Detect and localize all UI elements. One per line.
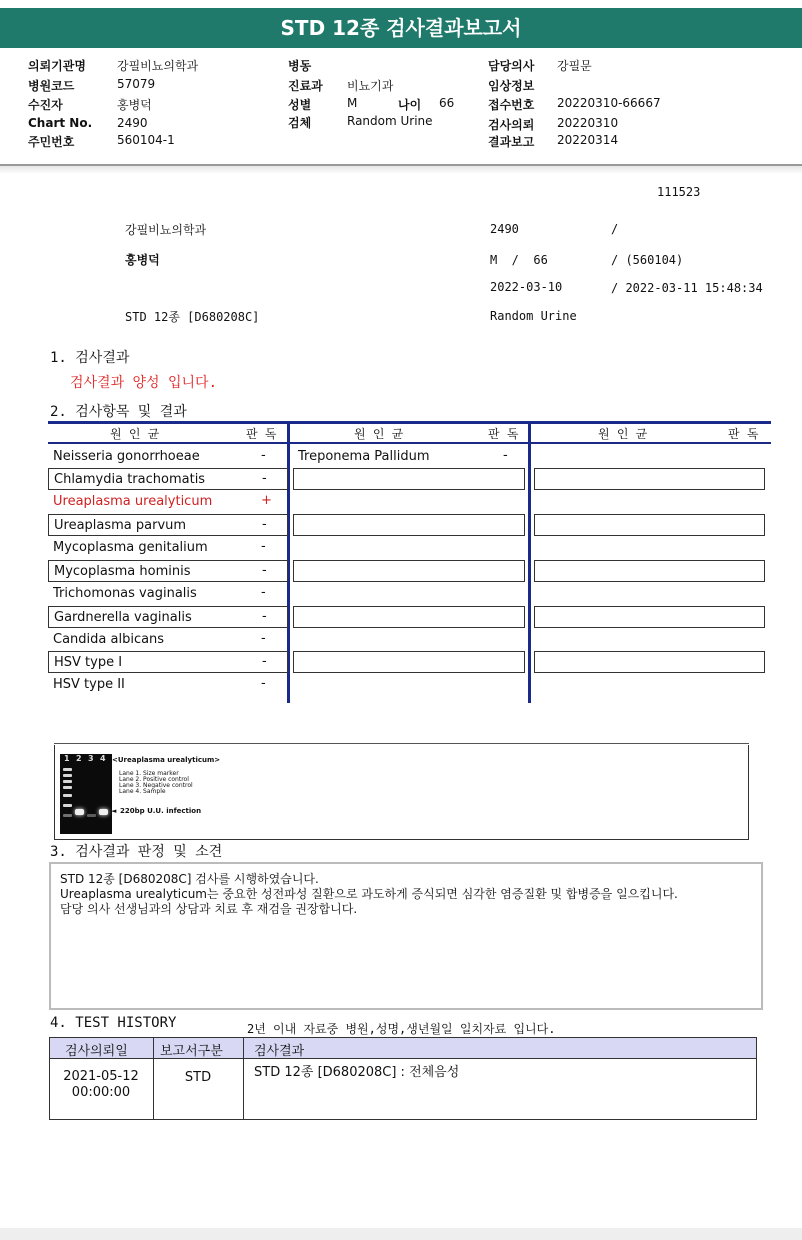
empty-cell xyxy=(293,560,525,582)
opinion-box xyxy=(49,862,763,1010)
results-table xyxy=(48,421,771,703)
empty-cell xyxy=(293,468,525,490)
code-label: 병원코드 xyxy=(28,79,75,93)
age-value: 66 xyxy=(439,96,455,110)
summary-slash: / xyxy=(611,222,619,236)
summary-sex-age: M / 66 xyxy=(490,253,548,267)
table-header-rule xyxy=(48,442,771,444)
col-result-header: 판 독 xyxy=(728,427,759,441)
table-row xyxy=(48,537,288,559)
report-title: STD 12종 검사결과보고서 xyxy=(0,8,802,48)
table-row xyxy=(293,446,523,468)
table-row-positive xyxy=(48,491,288,513)
history-header-row xyxy=(49,1037,757,1059)
lane-number: 1 xyxy=(64,754,70,763)
report-header xyxy=(0,56,802,166)
opinion-line: STD 12종 [D680208C] 검사를 시행하였습니다. xyxy=(60,872,319,886)
clinical-label: 임상정보 xyxy=(488,79,535,93)
faint-band xyxy=(87,814,96,817)
ward-label: 병동 xyxy=(288,59,312,73)
doctor-label: 담당의사 xyxy=(488,59,535,73)
empty-cell xyxy=(293,606,525,628)
table-top-rule xyxy=(48,421,771,424)
dept-value: 비뇨기과 xyxy=(347,79,394,93)
history-column-divider xyxy=(243,1037,244,1120)
specimen-label: 검체 xyxy=(288,116,312,130)
lane-number: 4 xyxy=(100,754,106,763)
table-row xyxy=(48,651,288,673)
gel-top-rule xyxy=(54,743,749,744)
summary-receipt-date: 2022-03-10 xyxy=(490,280,563,294)
chart-label: Chart No. xyxy=(28,116,93,130)
footer-bar xyxy=(0,1228,802,1240)
table-row xyxy=(48,674,288,696)
gel-legend-item: Lane 4. Sample xyxy=(119,788,166,795)
gel-legend-item: Lane 2. Positive control xyxy=(119,776,189,783)
section2-title: 2. 검사항목 및 결과 xyxy=(50,404,187,420)
opinion-line: 담당 의사 선생님과의 상담과 치료 후 재검을 권장합니다. xyxy=(60,902,358,916)
empty-cell xyxy=(293,651,525,673)
organism-name: Treponema Pallidum xyxy=(298,449,430,464)
ladder-band xyxy=(63,768,72,771)
ladder-band xyxy=(63,794,72,797)
history-type: STD xyxy=(184,1070,212,1085)
table-row xyxy=(48,629,288,651)
organism-name: HSV type II xyxy=(53,677,125,692)
table-row xyxy=(48,446,288,468)
organism-name: Ureaplasma parvum xyxy=(54,518,187,533)
organism-result: - xyxy=(262,471,267,486)
organism-name: Chlamydia trachomatis xyxy=(54,472,206,487)
request-label: 검사의뢰 xyxy=(488,118,535,132)
header-shadow xyxy=(0,166,802,174)
report-number: 111523 xyxy=(657,185,701,199)
empty-cell xyxy=(534,468,765,490)
dept-label: 진료과 xyxy=(288,79,323,93)
ladder-band xyxy=(63,804,72,807)
organism-result: - xyxy=(503,448,508,463)
history-header-date: 검사의뢰일 xyxy=(65,1044,128,1059)
patient-value: 홍병덕 xyxy=(117,98,152,112)
col-result-header: 판 독 xyxy=(488,427,519,441)
history-date: 2021-05-12 xyxy=(63,1069,139,1084)
empty-cell xyxy=(534,514,765,536)
report-label: 결과보고 xyxy=(488,135,535,149)
band-arrow-icon: ◄ xyxy=(111,807,117,815)
code-value: 57079 xyxy=(117,77,156,91)
summary-test-name: STD 12종 [D680208C] xyxy=(125,310,260,324)
empty-cell xyxy=(534,560,765,582)
table-row xyxy=(48,560,288,582)
gel-band-label: 220bp U.U. infection xyxy=(120,807,202,815)
ladder-band xyxy=(63,780,72,783)
id-value: 560104-1 xyxy=(117,133,175,147)
organism-result: + xyxy=(261,493,272,508)
organism-name: Trichomonas vaginalis xyxy=(53,586,197,601)
request-value: 20220310 xyxy=(557,116,619,130)
history-table xyxy=(49,1037,757,1120)
age-label: 나이 xyxy=(398,98,422,112)
organism-result: - xyxy=(262,517,267,532)
gel-legend-item: Lane 1. Size marker xyxy=(119,770,179,777)
table-row xyxy=(48,583,288,605)
receipt-value: 20220310-66667 xyxy=(557,96,661,110)
organism-result: - xyxy=(262,609,267,624)
history-note: 2년 이내 자료중 병원,성명,생년월일 일치자료 입니다. xyxy=(247,1022,556,1036)
summary-patient: 홍병덕 xyxy=(125,253,160,267)
section1-title: 1. 검사결과 xyxy=(50,350,130,366)
col-organism-header: 원 인 균 xyxy=(354,427,404,441)
summary-birth: / (560104) xyxy=(611,253,684,267)
summary-report-datetime: / 2022-03-11 15:48:34 xyxy=(611,281,763,295)
chart-value: 2490 xyxy=(117,116,148,130)
ladder-band xyxy=(63,774,72,777)
table-row xyxy=(48,468,288,490)
organism-result: - xyxy=(261,631,266,646)
col-result-header: 판 독 xyxy=(246,427,277,441)
history-time: 00:00:00 xyxy=(71,1085,131,1100)
col-organism-header: 원 인 균 xyxy=(110,427,160,441)
organism-result: - xyxy=(261,676,266,691)
table-row xyxy=(48,606,288,628)
opinion-line: Ureaplasma urealyticum는 중요한 성전파성 질환으로 과도하게 증식되면 심각한 염증질환 및 합병증을 일으킵니다. xyxy=(60,887,678,901)
ladder-band xyxy=(63,814,72,817)
organism-result: - xyxy=(261,539,266,554)
organism-name: HSV type I xyxy=(54,655,123,670)
history-header-type: 보고서구분 xyxy=(160,1044,223,1059)
hospital-label: 의뢰기관명 xyxy=(28,59,86,73)
positive-result-message: 검사결과 양성 입니다. xyxy=(70,375,218,391)
empty-cell xyxy=(293,514,525,536)
gel-title: <Ureaplasma urealyticum> xyxy=(112,756,221,764)
sex-label: 성별 xyxy=(288,98,312,112)
col-organism-header: 원 인 균 xyxy=(598,427,648,441)
organism-name: Neisseria gonorrhoeae xyxy=(53,449,200,464)
column-divider xyxy=(528,421,531,703)
organism-name: Gardnerella vaginalis xyxy=(54,610,192,625)
specimen-value: Random Urine xyxy=(347,114,433,128)
history-header-result: 검사결과 xyxy=(254,1044,305,1059)
sex-value: M xyxy=(347,96,358,110)
summary-chart: 2490 xyxy=(490,222,519,236)
organism-name: Candida albicans xyxy=(53,632,165,647)
gel-electrophoresis-image xyxy=(60,754,112,834)
sample-band xyxy=(99,809,108,815)
organism-result: - xyxy=(262,563,267,578)
history-result: STD 12종 [D680208C] : 전체음성 xyxy=(254,1065,460,1080)
organism-name: Mycoplasma genitalium xyxy=(53,540,208,555)
table-row xyxy=(48,514,288,536)
patient-label: 수진자 xyxy=(28,98,63,112)
doctor-value: 강필문 xyxy=(557,59,592,73)
hospital-value: 강필비뇨의학과 xyxy=(117,59,199,73)
report-value: 20220314 xyxy=(557,133,619,147)
summary-specimen: Random Urine xyxy=(490,309,577,323)
empty-cell xyxy=(534,606,765,628)
positive-control-band xyxy=(75,809,84,815)
organism-name: Mycoplasma hominis xyxy=(54,564,191,579)
lane-number: 3 xyxy=(88,754,94,763)
empty-cell xyxy=(534,651,765,673)
organism-result: - xyxy=(261,448,266,463)
organism-result: - xyxy=(261,585,266,600)
summary-hospital: 강필비뇨의학과 xyxy=(125,223,207,237)
section3-title: 3. 검사결과 판정 및 소견 xyxy=(50,844,223,860)
ladder-band xyxy=(63,786,72,789)
organism-name: Ureaplasma urealyticum xyxy=(53,494,213,509)
section4-title: 4. TEST HISTORY xyxy=(50,1015,177,1031)
organism-result: - xyxy=(262,654,267,669)
lane-number: 2 xyxy=(76,754,82,763)
receipt-label: 접수번호 xyxy=(488,98,535,112)
gel-legend-item: Lane 3. Negative control xyxy=(119,782,193,789)
id-label: 주민번호 xyxy=(28,135,75,149)
